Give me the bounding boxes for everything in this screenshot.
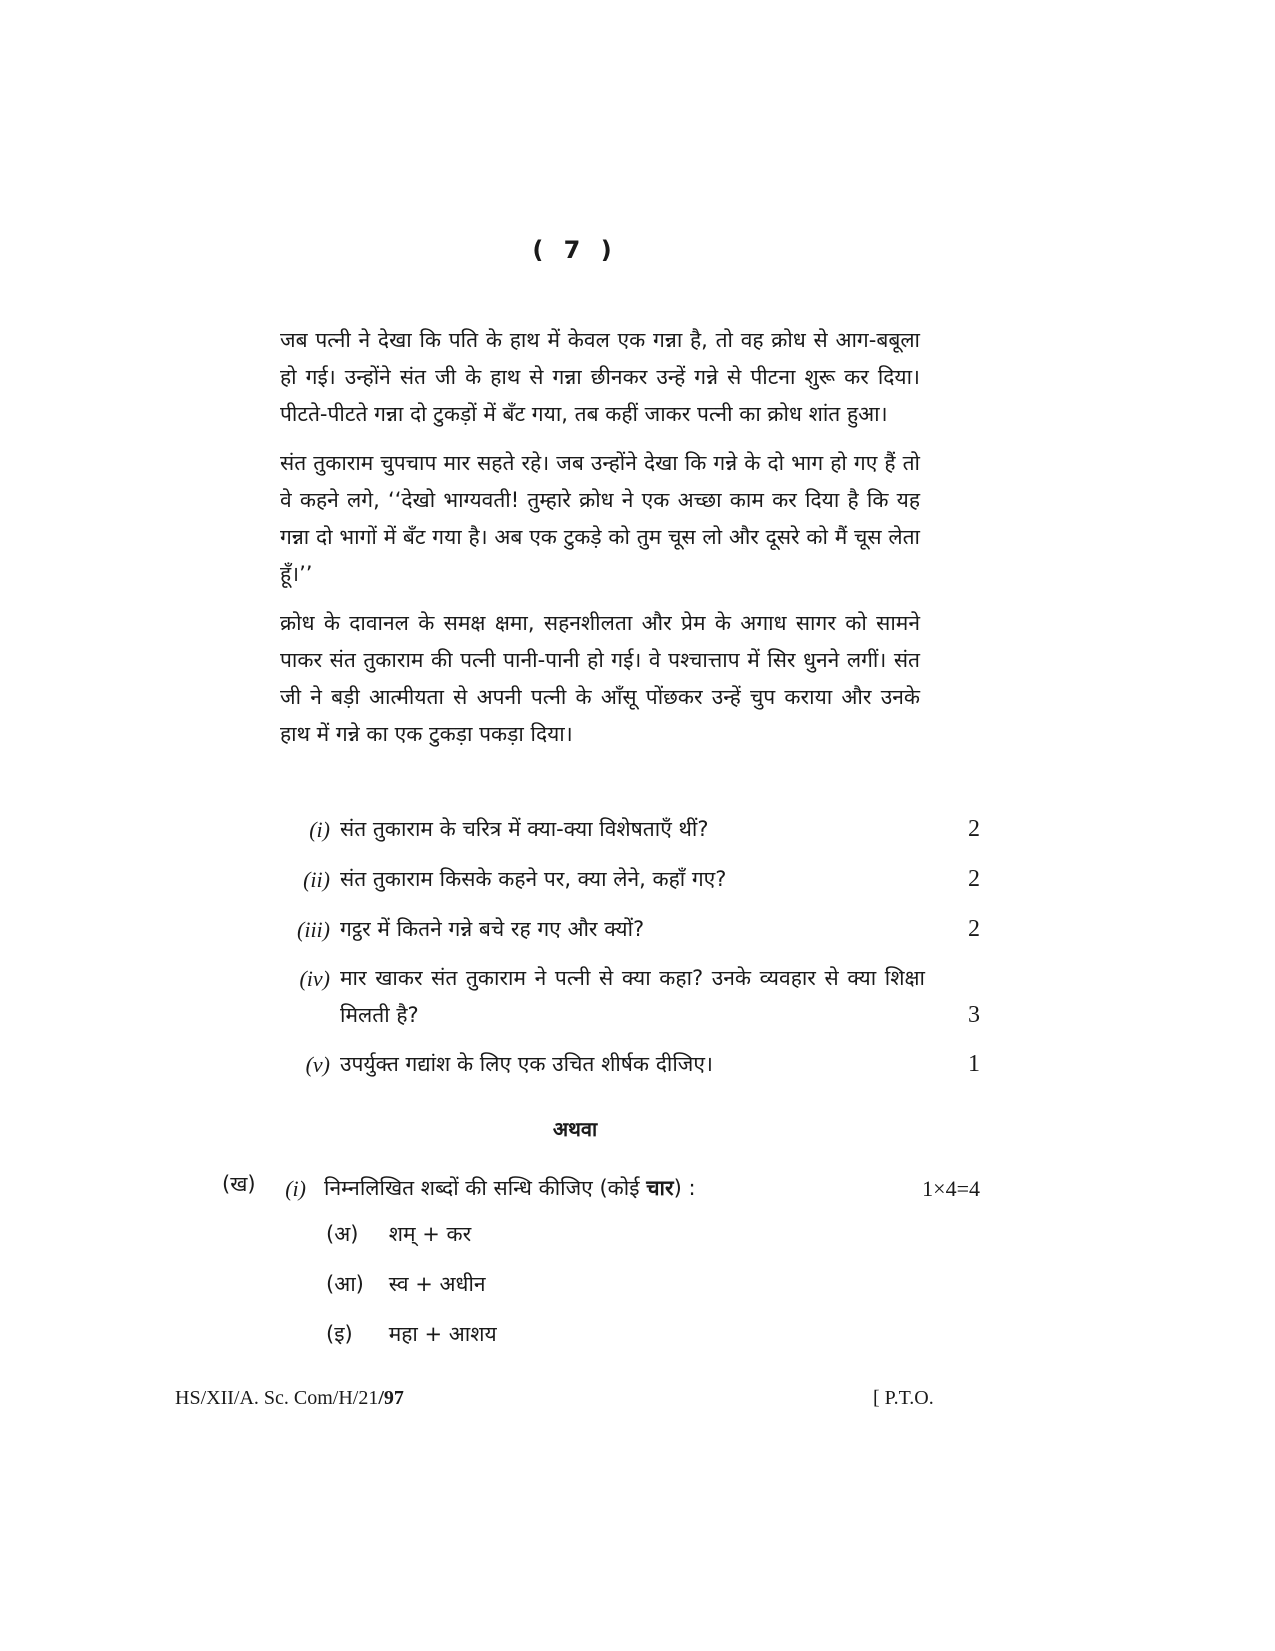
question-number: (i) — [285, 1176, 306, 1201]
option-text: शम् + कर — [388, 1222, 472, 1246]
question-number: (i) — [309, 817, 330, 842]
question-marks: 1 — [968, 1051, 980, 1077]
page-number: ( 7 ) — [532, 236, 618, 264]
sandhi-option-2 — [326, 1270, 486, 1298]
question-marks: 2 — [968, 866, 980, 892]
question-marks: 2 — [968, 916, 980, 942]
paper-code-prefix: HS/XII/A. Sc. Com/H/21 — [175, 1387, 379, 1409]
question-number: (v) — [305, 1052, 330, 1077]
question-text: संत तुकाराम के चरित्र में क्या-क्या विशेषताएँ थीं? — [340, 817, 709, 841]
question-text-emphasis: चार — [646, 1176, 674, 1200]
question-text: संत तुकाराम किसके कहने पर, क्या लेने, कहाँ गए? — [340, 867, 727, 891]
paper-code — [175, 1387, 404, 1410]
option-label: (अ) — [326, 1222, 359, 1246]
question-2 — [280, 861, 980, 901]
question-number: (iv) — [299, 966, 330, 991]
question-text: मार खाकर संत तुकाराम ने पत्नी से क्या कहा? उनके व्यवहार से क्या शिक्षा मिलती है? — [340, 966, 925, 1027]
passage-paragraph-3: क्रोध के दावानल के समक्ष क्षमा, सहनशीलता और प्रेम के अगाध सागर को सामने पाकर संत तुकाराम की पत्नी पानी-पानी हो गई। वे पश्चात्ताप में सिर धुनने लगीं। संत जी ने बड़ी आत्मीयता से अपनी पत्नी के आँसू पोंछकर उन्हें चुप कराया और उनके हाथ में गन्ने का एक टुकड़ा पकड़ा दिया। — [280, 611, 920, 746]
option-text: महा + आशय — [388, 1322, 497, 1346]
question-marks: 1×4=4 — [922, 1176, 980, 1201]
paper-code-suffix: /97 — [378, 1387, 404, 1409]
question-text: गट्ठर में कितने गन्ने बचे रह गए और क्यों? — [340, 917, 645, 941]
question-text-end: ) : — [673, 1176, 696, 1200]
section-label: (ख) — [222, 1172, 256, 1196]
passage-paragraph-1: जब पत्नी ने देखा कि पति के हाथ में केवल एक गन्ना है, तो वह क्रोध से आग-बबूला हो गई। उन्होंने संत जी के हाथ से गन्ना छीनकर उन्हें गन्ने से पीटना शुरू कर दिया। पीटते-पीटते गन्ना दो टुकड़ों में बँट गया, तब कहीं जाकर पत्नी का क्रोध शांत हुआ। — [280, 328, 920, 426]
question-3 — [280, 911, 980, 951]
question-number: (iii) — [297, 917, 330, 942]
question-text-start: निम्नलिखित शब्दों की सन्धि कीजिए (कोई — [324, 1176, 647, 1200]
question-5 — [280, 1046, 980, 1086]
pto-label: [ P.T.O. — [873, 1387, 934, 1409]
passage — [280, 322, 920, 765]
option-label: (आ) — [326, 1272, 364, 1296]
sandhi-option-1 — [326, 1220, 471, 1248]
option-text: स्व + अधीन — [388, 1272, 486, 1296]
or-heading: अथवा — [552, 1117, 598, 1141]
question-text — [324, 1170, 824, 1207]
question-marks: 3 — [968, 1002, 980, 1028]
question-text: उपर्युक्त गद्यांश के लिए एक उचित शीर्षक दीजिए। — [340, 1052, 713, 1076]
sandhi-option-3 — [326, 1320, 497, 1348]
question-4 — [280, 960, 980, 1040]
question-number: (ii) — [303, 867, 330, 892]
question-1 — [280, 811, 980, 851]
question-marks: 2 — [968, 816, 980, 842]
option-label: (इ) — [326, 1322, 353, 1346]
passage-paragraph-2: संत तुकाराम चुपचाप मार सहते रहे। जब उन्होंने देखा कि गन्ने के दो भाग हो गए हैं तो वे कहने लगे, ‘‘देखो भाग्यवती! तुम्हारे क्रोध ने एक अच्छा काम कर दिया है कि यह गन्ना दो भागों में बँट गया है। अब एक टुकड़े को तुम चूस लो और दूसरे को मैं चूस लेता हूँ।’’ — [280, 451, 920, 586]
